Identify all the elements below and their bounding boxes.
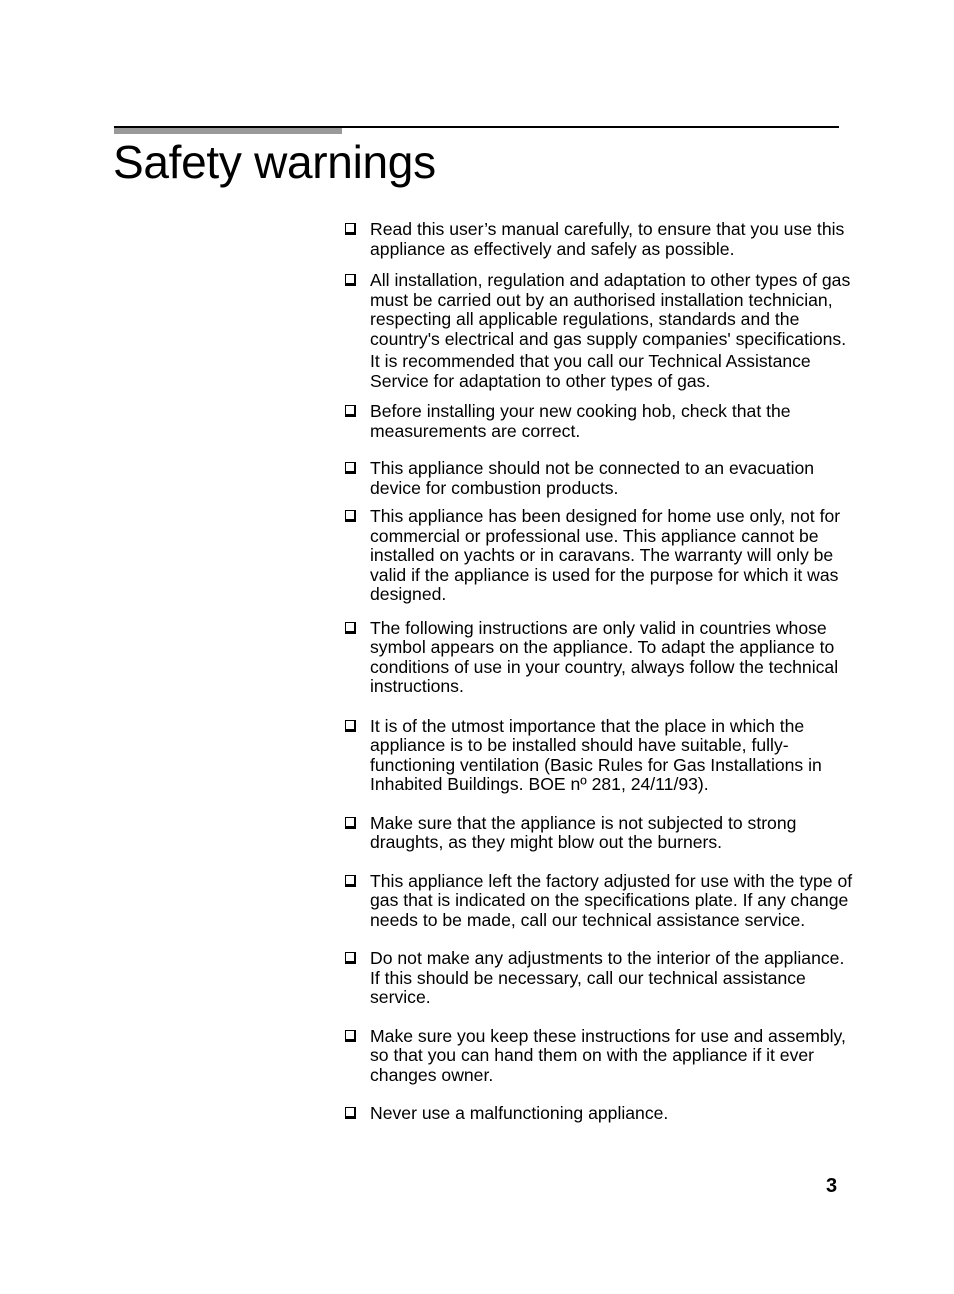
warning-item (344, 1027, 854, 1086)
warning-item (344, 872, 854, 931)
warning-item (344, 619, 854, 697)
warning-text: The following instructions are only valid in countries whose symbol appears on the appliance. To adapt the appliance to conditions of use in your country, always follow the technical instructions. (370, 617, 839, 696)
warning-item (344, 459, 854, 498)
warning-item (344, 1104, 854, 1124)
warning-item (344, 814, 854, 853)
checkbox-bullet-icon (345, 510, 356, 522)
checkbox-bullet-icon (345, 622, 356, 634)
warning-text: It is recommended that you call our Technical Assistance Service for adaptation to other types of gas. (370, 351, 811, 391)
page-title: Safety warnings (113, 136, 436, 188)
checkbox-bullet-icon (345, 1107, 356, 1119)
checkbox-bullet-icon (345, 817, 356, 829)
warning-text: Read this user’s manual carefully, to ensure that you use this appliance as effectively and safely as possible. (370, 219, 845, 259)
warning-item (344, 271, 854, 391)
warning-text: Make sure you keep these instructions for use and assembly, so that you can hand them on with the appliance if it ever changes owner. (370, 1025, 846, 1085)
warning-item (344, 402, 854, 441)
warning-text: This appliance has been designed for home use only, not for commercial or professional use. This appliance cannot be installed on yachts or in caravans. The warranty will only be valid if the appliance is used for the purpose for which it was designed. (370, 506, 841, 604)
warning-text: This appliance left the factory adjusted for use with the type of gas that is indicated on the specifications plate. If any change needs to be made, call our technical assistance service. (370, 870, 853, 930)
warning-text: All installation, regulation and adaptation to other types of gas must be carried out by an authorised installation technician, respecting all applicable regulations, standards and the country's electrical and gas supply companies' specifications. (370, 270, 851, 349)
checkbox-bullet-icon (345, 875, 356, 887)
warning-item (344, 717, 854, 795)
checkbox-bullet-icon (345, 720, 356, 732)
warning-text: Never use a malfunctioning appliance. (370, 1103, 669, 1123)
checkbox-bullet-icon (345, 952, 356, 964)
checkbox-bullet-icon (345, 405, 356, 417)
warning-item (344, 507, 854, 605)
warning-item (344, 949, 854, 1008)
checkbox-bullet-icon (345, 462, 356, 474)
warning-text: Before installing your new cooking hob, check that the measurements are correct. (370, 401, 791, 441)
checkbox-bullet-icon (345, 1030, 356, 1042)
warning-text: This appliance should not be connected to an evacuation device for combustion products. (370, 458, 815, 498)
safety-warnings-list (344, 220, 854, 1124)
checkbox-bullet-icon (345, 274, 356, 286)
checkbox-bullet-icon (345, 223, 356, 235)
warning-text: It is of the utmost importance that the place in which the appliance is to be installed should have suitable, fully-functioning ventilation (Basic Rules for Gas Installations in Inhabited Buildings. BOE nº 281, 24/11/93). (370, 715, 822, 794)
page-number: 3 (826, 1175, 838, 1197)
warning-item (344, 220, 854, 259)
warning-text: Do not make any adjustments to the interior of the appliance. If this should be necessary, call our technical assistance service. (370, 948, 845, 1007)
warning-text: Make sure that the appliance is not subjected to strong draughts, as they might blow out the burners. (370, 812, 797, 852)
